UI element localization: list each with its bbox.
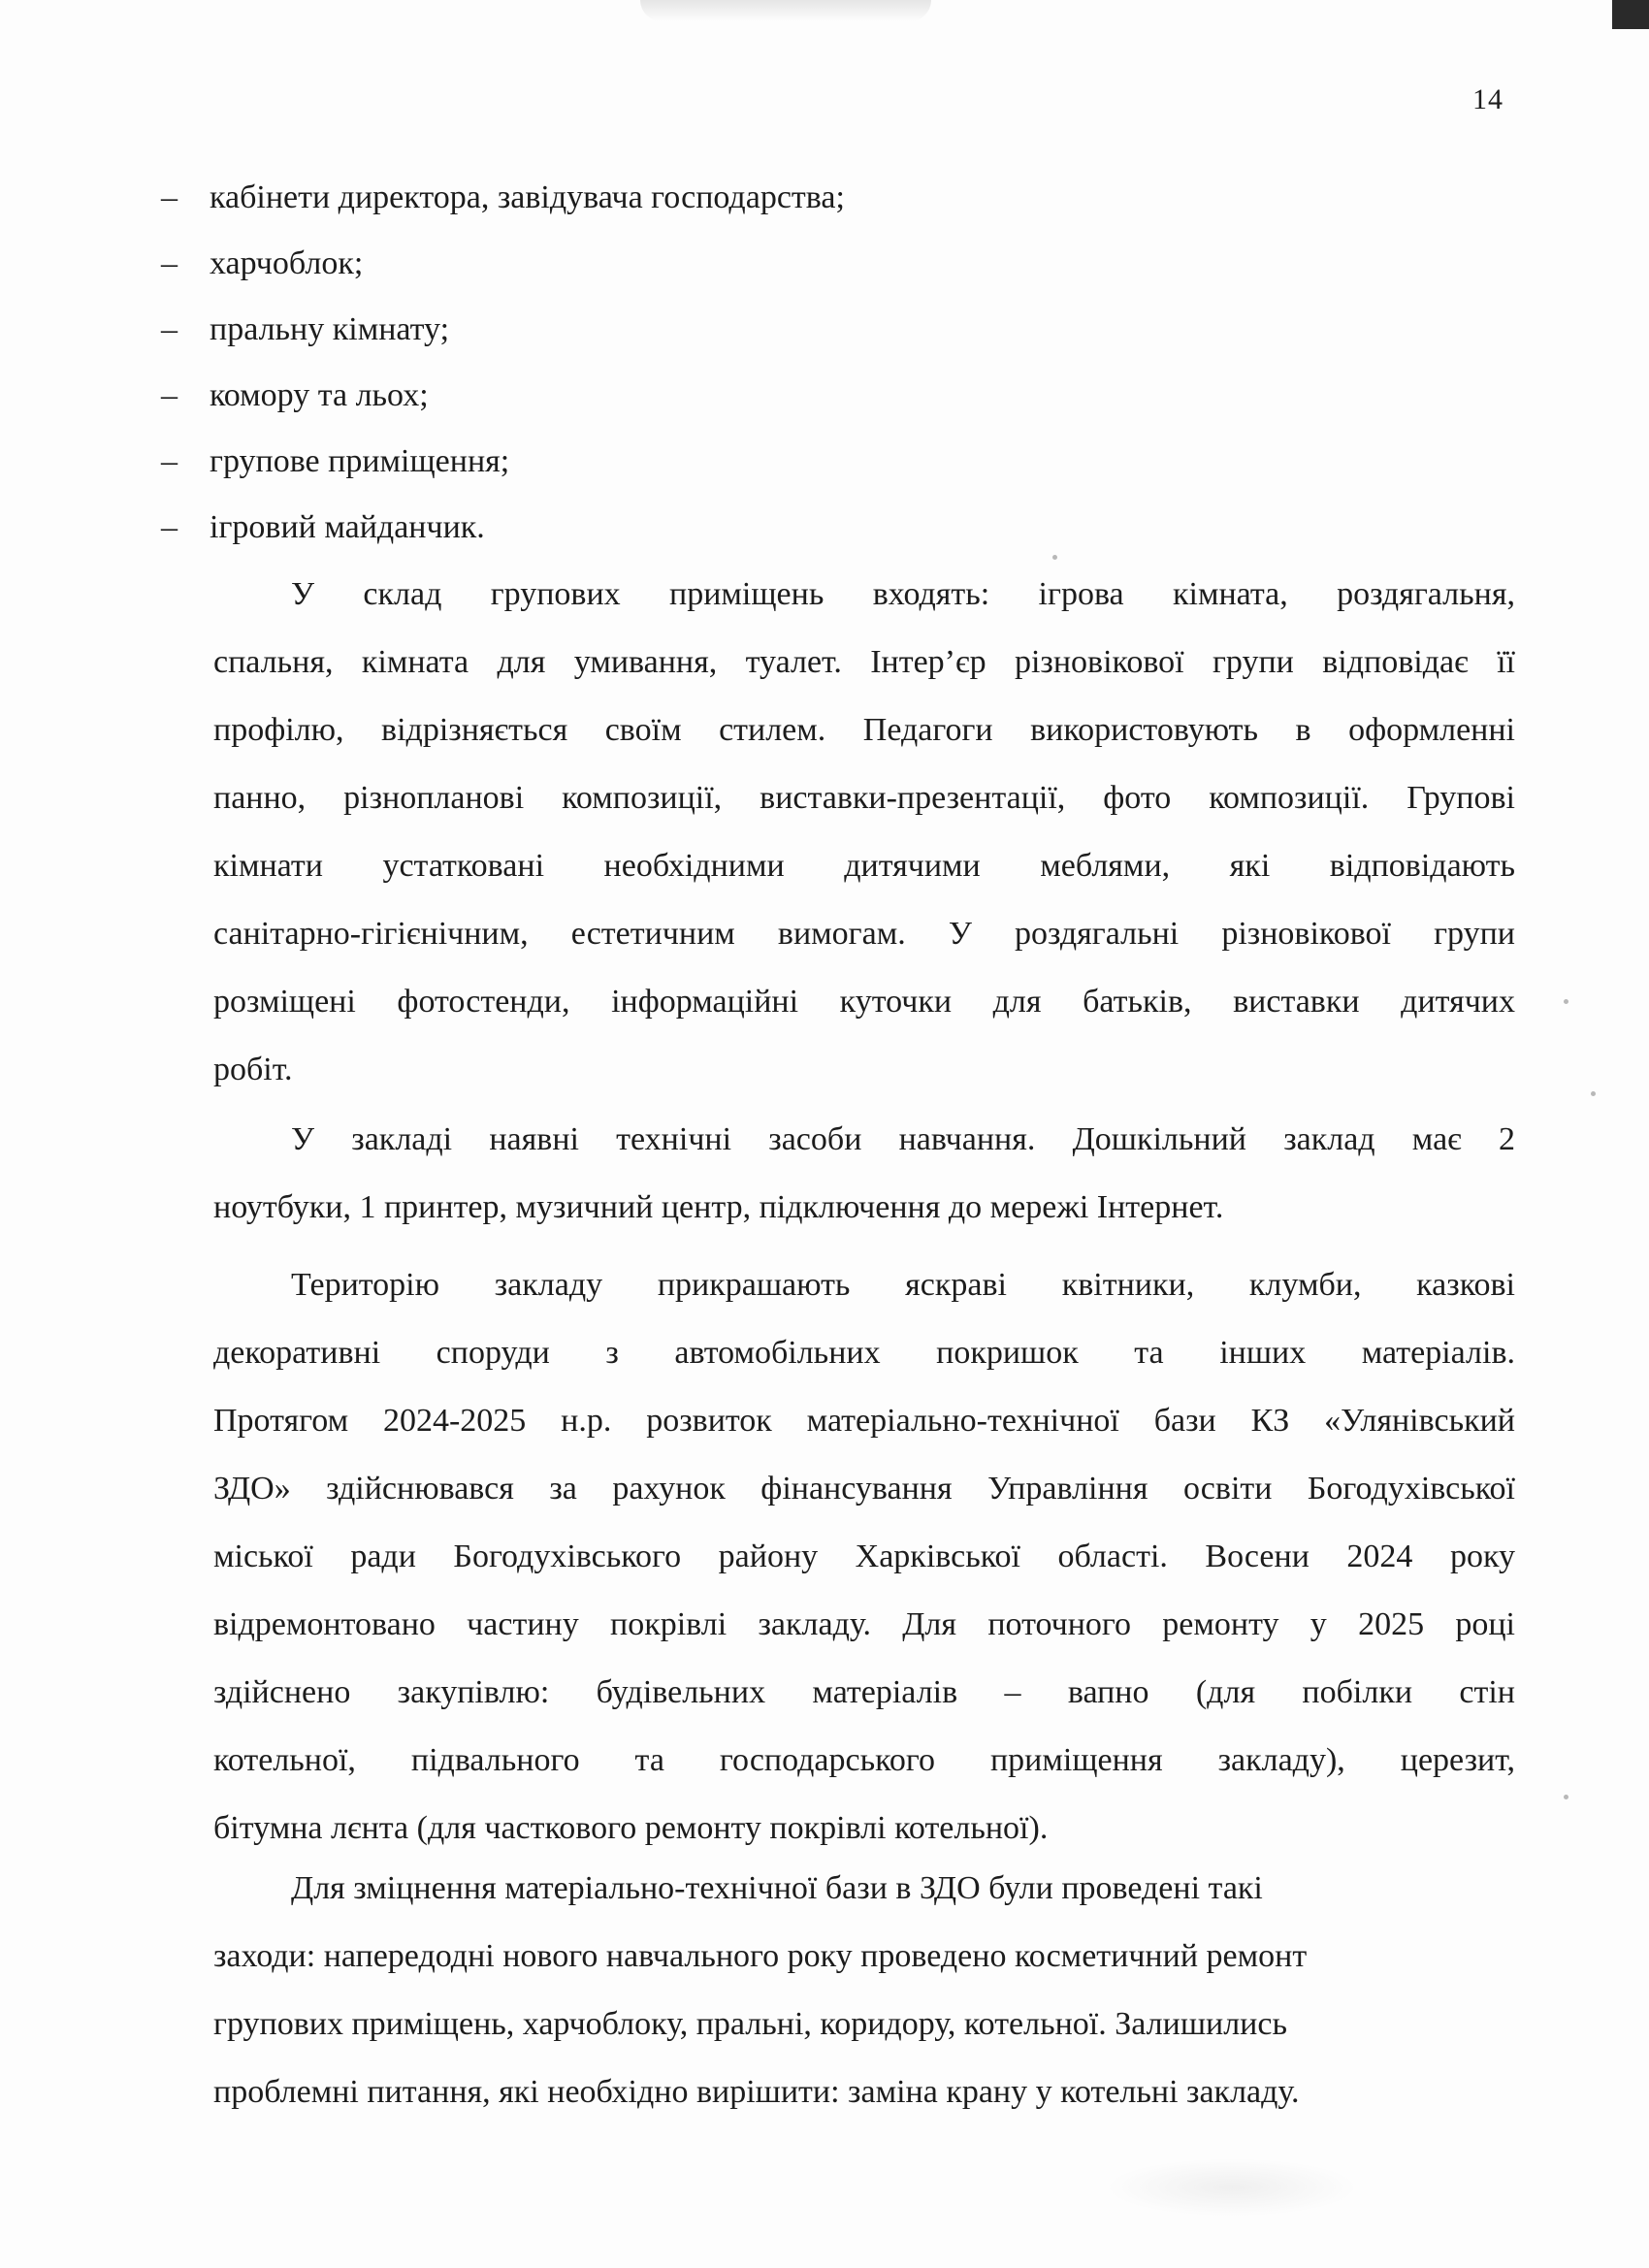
list-item-text: групове приміщення; <box>210 443 510 479</box>
scan-speck <box>1564 999 1568 1004</box>
paragraph-line: У склад групових приміщень входять: ігрова кімната, роздягальня, <box>291 576 1515 612</box>
page-number: 14 <box>1472 83 1504 115</box>
paragraph-technical-equipment <box>213 1106 1515 1242</box>
list-item-text: пральну кімнату; <box>210 311 450 347</box>
paragraph-territory <box>213 1251 1515 1863</box>
paragraph-line: кімнати устатковані необхідними дитячими меблями, які відповідають <box>213 848 1515 884</box>
list-item-text: ігровий майданчик. <box>210 509 485 545</box>
paragraph-line: міської ради Богодухівського району Харківської області. Восени 2024 року <box>213 1539 1515 1574</box>
paragraph-strengthening <box>213 1855 1494 2126</box>
paragraph-line: Для зміцнення матеріально-технічної бази в ЗДО були проведені такі <box>291 1870 1263 1906</box>
paragraph-line: бітумна лєнта (для часткового ремонту покрівлі котельної). <box>213 1810 1049 1846</box>
paragraph-line: профілю, відрізняється своїм стилем. Педагоги використовують в оформленні <box>213 712 1515 748</box>
paragraph-line: ноутбуки, 1 принтер, музичний центр, підключення до мережі Інтернет. <box>213 1189 1224 1225</box>
scan-edge-mark <box>1612 0 1649 29</box>
bullet-dash: – <box>161 179 178 215</box>
paragraph-line: здійснено закупівлю: будівельних матеріалів – вапно (для побілки стін <box>213 1674 1515 1710</box>
paragraph-line: заходи: напередодні нового навчального року проведено косметичний ремонт <box>213 1938 1308 1974</box>
bullet-dash: – <box>161 311 178 347</box>
paragraph-line: котельної, підвального та господарського приміщення закладу), церезит, <box>213 1742 1515 1778</box>
paragraph-line: панно, різнопланові композиції, виставки-презентації, фото композиції. Групові <box>213 780 1515 816</box>
paragraph-line: У закладі наявні технічні засоби навчання. Дошкільний заклад має 2 <box>291 1121 1515 1157</box>
paragraph-line: спальня, кімната для умивання, туалет. Інтер’єр різновікової групи відповідає її <box>213 644 1515 680</box>
paragraph-line: розміщені фотостенди, інформаційні куточки для батьків, виставки дитячих <box>213 984 1515 1020</box>
paragraph-line: декоративні споруди з автомобільних покришок та інших матеріалів. <box>213 1335 1515 1371</box>
paragraph-line: ЗДО» здійснювався за рахунок фінансування Управління освіти Богодухівської <box>213 1471 1515 1507</box>
bullet-dash: – <box>161 377 178 413</box>
paragraph-line: Протягом 2024-2025 н.р. розвиток матеріально-технічної бази КЗ «Улянівський <box>213 1403 1515 1439</box>
paragraph-line: робіт. <box>213 1052 293 1087</box>
list-item-text: комору та льох; <box>210 377 429 413</box>
scan-bleed-through <box>640 0 931 21</box>
list-item-text: кабінети директора, завідувача господарства; <box>210 179 845 215</box>
scan-speck <box>1591 1091 1596 1096</box>
scan-bleed-through-bottom <box>1106 2158 1358 2217</box>
paragraph-line: відремонтовано частину покрівлі закладу. Для поточного ремонту у 2025 році <box>213 1606 1515 1642</box>
bullet-dash: – <box>161 509 178 545</box>
scan-speck <box>1052 555 1057 560</box>
paragraph-line: Територію закладу прикрашають яскраві квітники, клумби, казкові <box>291 1267 1515 1303</box>
paragraph-line: санітарно-гігієнічним, естетичним вимогам. У роздягальні різновікової групи <box>213 916 1515 952</box>
bullet-dash: – <box>161 245 178 281</box>
bullet-dash: – <box>161 443 178 479</box>
list-item-text: харчоблок; <box>210 245 364 281</box>
paragraph-line: групових приміщень, харчоблоку, пральні, коридору, котельної. Залишились <box>213 2006 1287 2042</box>
paragraph-line: проблемні питання, які необхідно вирішити: заміна крану у котельні закладу. <box>213 2074 1300 2110</box>
paragraph-group-premises <box>213 561 1515 1104</box>
scan-speck <box>1564 1795 1568 1799</box>
